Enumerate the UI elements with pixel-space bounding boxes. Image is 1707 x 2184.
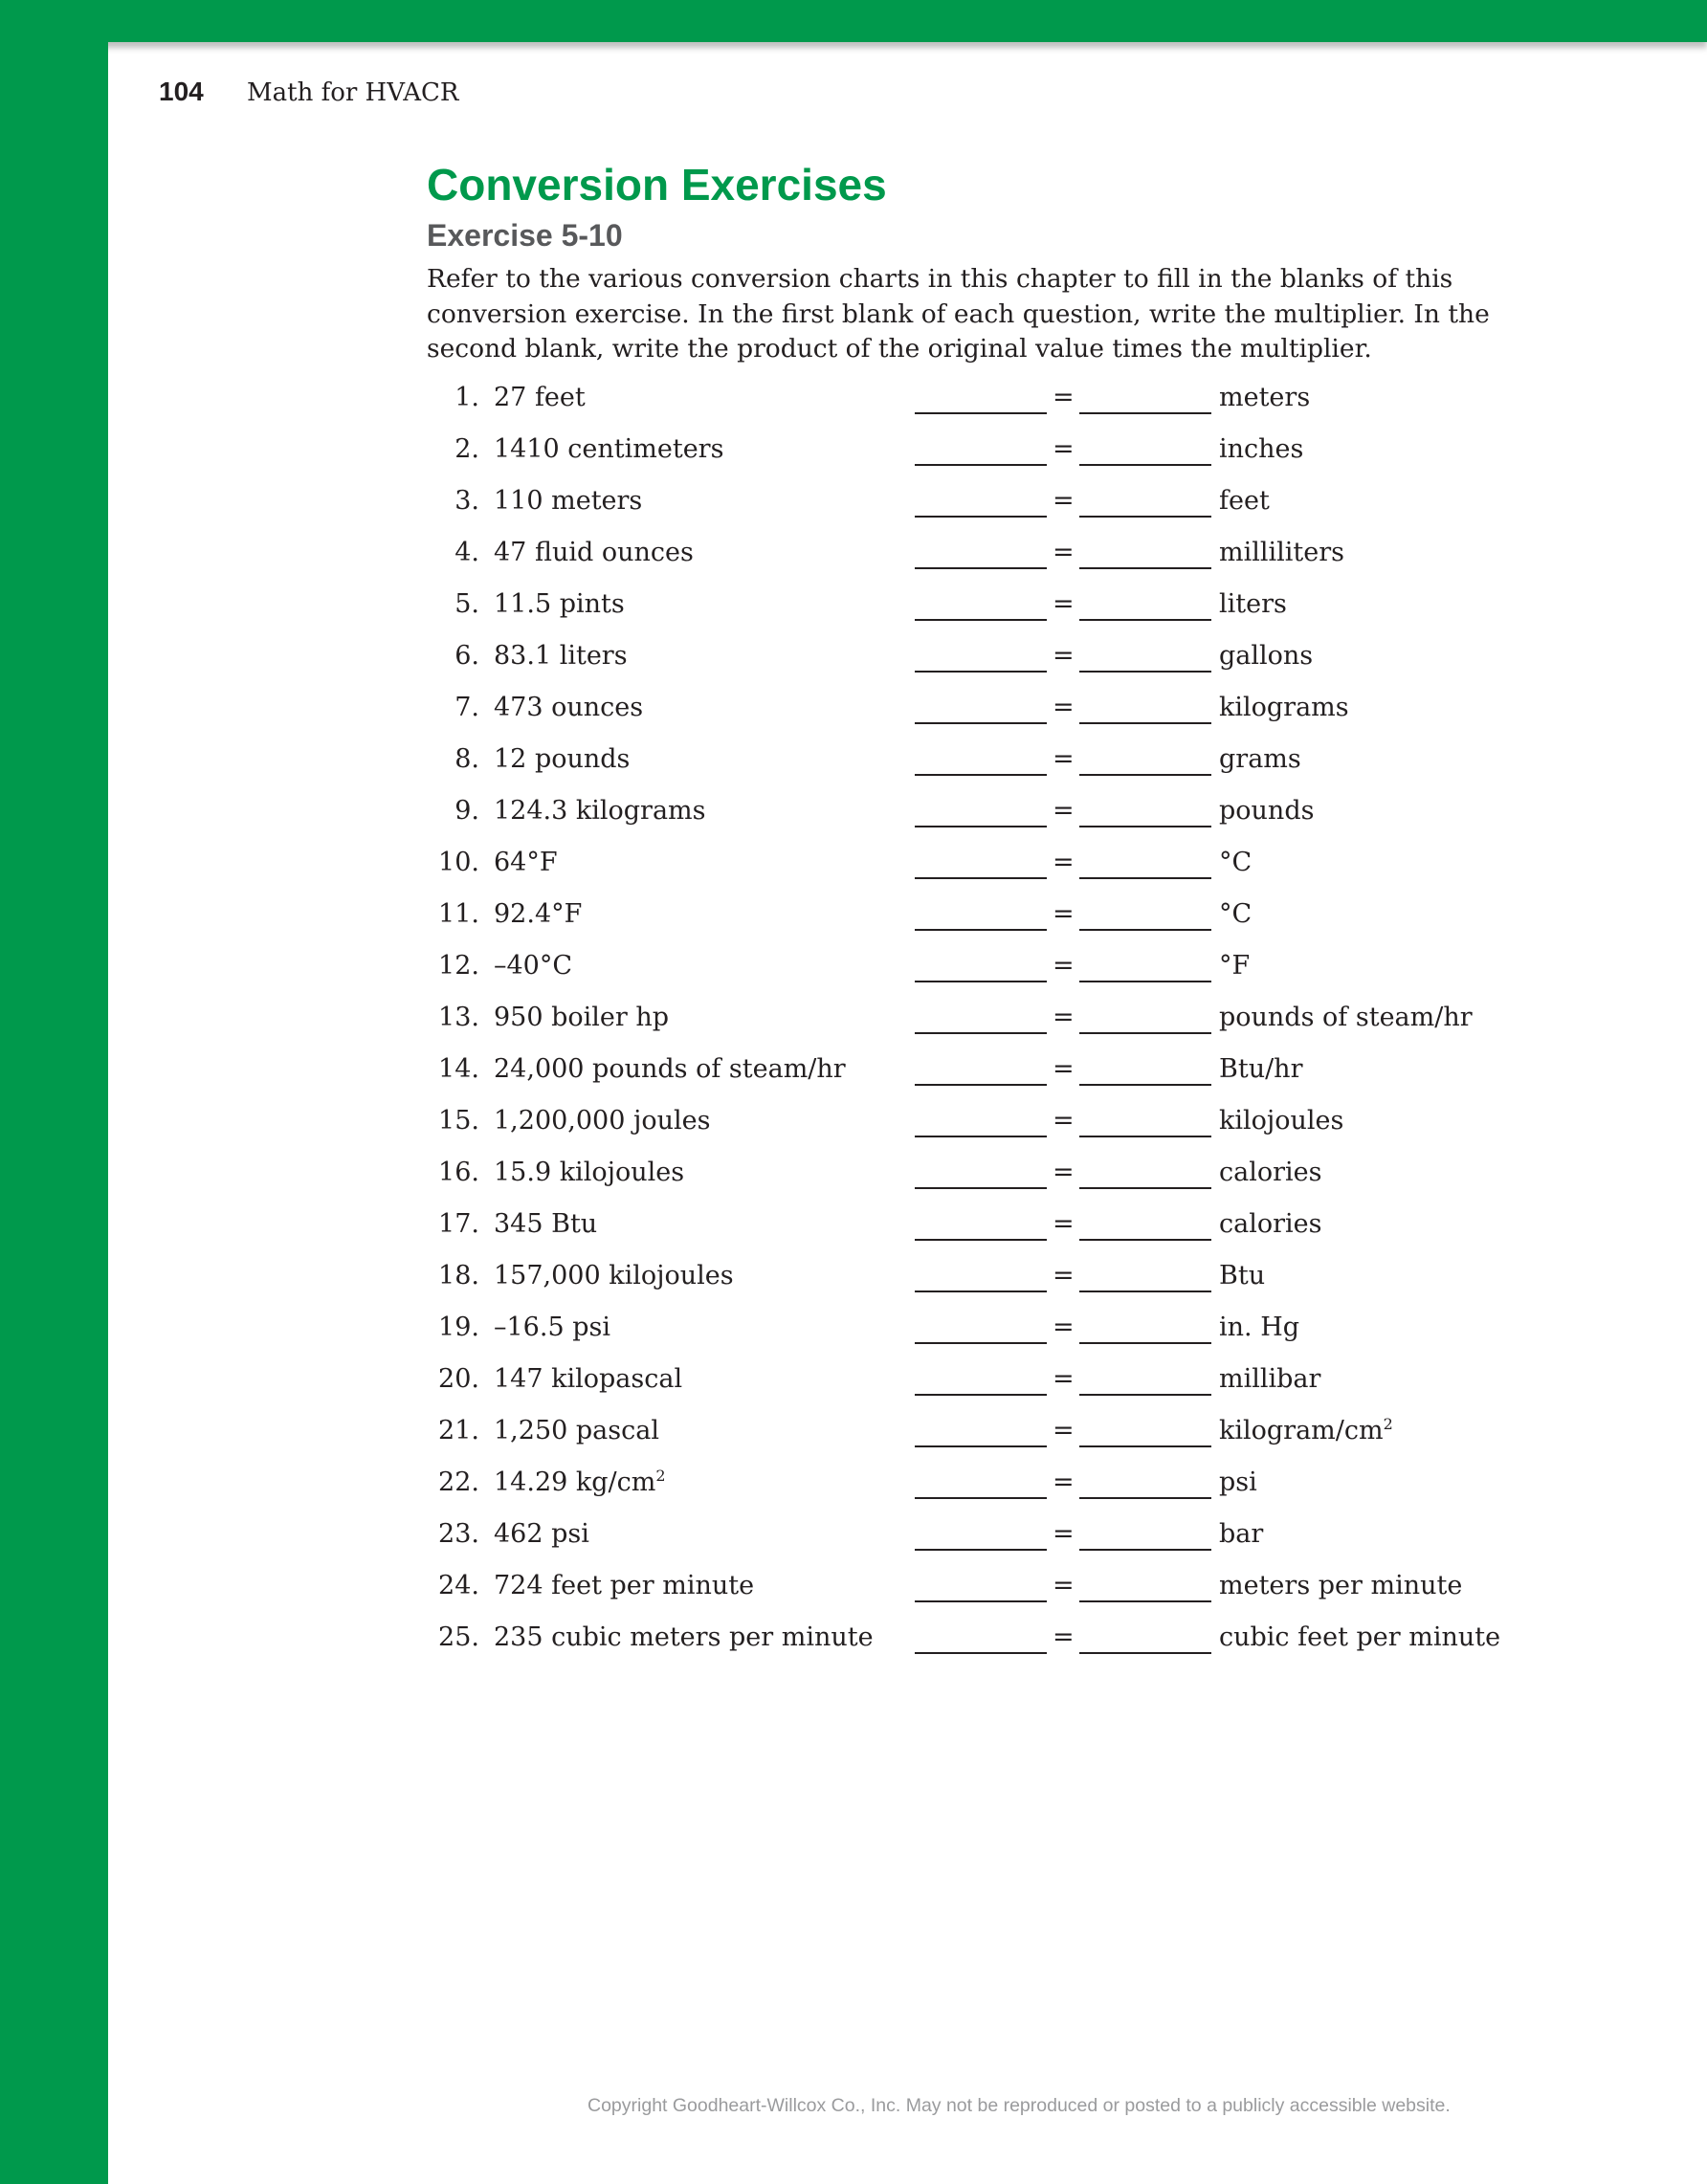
original-value-text: 110 meters: [494, 486, 643, 516]
original-value-text: 1,250 pascal: [494, 1416, 659, 1445]
exercise-item: [427, 951, 1575, 1003]
multiplier-blank[interactable]: [915, 877, 1047, 879]
item-number: 23.: [438, 1519, 479, 1549]
product-blank[interactable]: [1079, 981, 1211, 982]
multiplier-blank[interactable]: [915, 1394, 1047, 1396]
target-unit: [1219, 383, 1310, 412]
product-blank[interactable]: [1079, 1239, 1211, 1241]
original-value-text: –16.5 psi: [494, 1313, 610, 1342]
original-value-text: –40°C: [494, 951, 573, 981]
equals-sign: =: [1053, 486, 1075, 516]
product-blank[interactable]: [1079, 516, 1211, 518]
original-value-text: 27 feet: [494, 383, 586, 412]
item-number: 12.: [438, 951, 479, 981]
multiplier-blank[interactable]: [915, 826, 1047, 827]
item-number: 11.: [438, 899, 479, 929]
target-unit-text: in. Hg: [1219, 1313, 1300, 1342]
original-value-text: 1410 centimeters: [494, 434, 724, 464]
item-number: 21.: [438, 1416, 479, 1445]
product-blank[interactable]: [1079, 826, 1211, 827]
original-value: [494, 1571, 754, 1600]
product-blank[interactable]: [1079, 671, 1211, 673]
target-unit-text: psi: [1219, 1467, 1257, 1497]
original-value: [494, 1106, 710, 1136]
target-unit: [1219, 693, 1349, 722]
multiplier-blank[interactable]: [915, 412, 1047, 414]
equals-sign: =: [1053, 796, 1075, 826]
equals-sign: =: [1053, 744, 1075, 774]
exercise-item: [427, 693, 1575, 744]
original-value-text: 92.4°F: [494, 899, 583, 929]
item-number: 20.: [438, 1364, 479, 1394]
product-blank[interactable]: [1079, 412, 1211, 414]
exercise-item: [427, 1313, 1575, 1364]
product-blank[interactable]: [1079, 929, 1211, 931]
exercise-item: [427, 1571, 1575, 1622]
original-value: [494, 1622, 874, 1652]
original-value: [494, 383, 586, 412]
equals-sign: =: [1053, 1416, 1075, 1445]
item-number: 1.: [454, 383, 479, 412]
original-value: [494, 641, 628, 671]
target-unit: [1219, 899, 1252, 929]
multiplier-blank[interactable]: [915, 1084, 1047, 1086]
multiplier-blank[interactable]: [915, 1497, 1047, 1499]
item-number: 18.: [438, 1261, 479, 1291]
equals-sign: =: [1053, 538, 1075, 567]
original-value-text: 11.5 pints: [494, 589, 625, 619]
item-number: 17.: [438, 1209, 479, 1239]
target-unit: [1219, 538, 1344, 567]
target-unit: [1219, 1519, 1263, 1549]
product-blank[interactable]: [1079, 1032, 1211, 1034]
target-unit-text: pounds of steam/hr: [1219, 1003, 1473, 1032]
original-value: [494, 1313, 610, 1342]
exercise-item: [427, 1158, 1575, 1209]
original-value: [494, 744, 630, 774]
target-unit: [1219, 1622, 1500, 1652]
original-value: [494, 848, 558, 877]
original-value-text: 724 feet per minute: [494, 1571, 755, 1600]
target-unit: [1219, 1209, 1322, 1239]
original-value: [494, 899, 582, 929]
equals-sign: =: [1053, 693, 1075, 722]
original-value-text: 157,000 kilojoules: [494, 1261, 734, 1291]
product-blank[interactable]: [1079, 1394, 1211, 1396]
original-value-text: 345 Btu: [494, 1209, 598, 1239]
exercise-heading: Exercise 5-10: [427, 218, 623, 253]
original-value: [494, 1054, 846, 1084]
item-number: 4.: [454, 538, 479, 567]
multiplier-blank[interactable]: [915, 464, 1047, 466]
multiplier-blank[interactable]: [915, 774, 1047, 776]
exercise-item: [427, 538, 1575, 589]
product-blank[interactable]: [1079, 1600, 1211, 1602]
original-value: [494, 951, 572, 981]
equals-sign: =: [1053, 848, 1075, 877]
target-unit-text: meters per minute: [1219, 1571, 1463, 1600]
equals-sign: =: [1053, 1209, 1075, 1239]
item-number: 24.: [438, 1571, 479, 1600]
original-value: [494, 1467, 666, 1497]
target-unit-text: feet: [1219, 486, 1270, 516]
original-value-text: 124.3 kilograms: [494, 796, 706, 826]
target-unit-text: °F: [1219, 951, 1251, 981]
exercise-item: [427, 1416, 1575, 1467]
product-blank[interactable]: [1079, 1187, 1211, 1189]
original-value-text: 1,200,000 joules: [494, 1106, 711, 1136]
exercise-item: [427, 1003, 1575, 1054]
target-unit-text: Btu/hr: [1219, 1054, 1303, 1084]
target-unit: [1219, 951, 1250, 981]
target-unit-text: kilograms: [1219, 693, 1349, 722]
exercise-item: [427, 434, 1575, 486]
original-value: [494, 796, 706, 826]
item-number: 15.: [438, 1106, 479, 1136]
target-unit: [1219, 1003, 1473, 1032]
target-unit-text: °C: [1219, 848, 1253, 877]
original-value-text: 235 cubic meters per minute: [494, 1622, 874, 1652]
product-blank[interactable]: [1079, 1136, 1211, 1137]
exercise-item: [427, 1261, 1575, 1313]
item-number: 9.: [454, 796, 479, 826]
product-blank[interactable]: [1079, 1652, 1211, 1654]
multiplier-blank[interactable]: [915, 567, 1047, 569]
target-unit-text: bar: [1219, 1519, 1264, 1549]
multiplier-blank[interactable]: [915, 1291, 1047, 1292]
target-unit-text: liters: [1219, 589, 1287, 619]
multiplier-blank[interactable]: [915, 1549, 1047, 1551]
original-value: [494, 1416, 659, 1445]
original-value-text: 950 boiler hp: [494, 1003, 670, 1032]
copyright-notice: Copyright Goodheart-Willcox Co., Inc. May not be reproduced or posted to a publicly accessible website.: [587, 2095, 1451, 2116]
superscript: 2: [655, 1467, 666, 1485]
original-value: [494, 589, 625, 619]
multiplier-blank[interactable]: [915, 929, 1047, 931]
target-unit-text: calories: [1219, 1209, 1322, 1239]
item-number: 6.: [454, 641, 479, 671]
original-value: [494, 1364, 682, 1394]
item-number: 2.: [454, 434, 479, 464]
target-unit: [1219, 744, 1301, 774]
target-unit: [1219, 1106, 1343, 1136]
product-blank[interactable]: [1079, 1445, 1211, 1447]
target-unit-text: inches: [1219, 434, 1304, 464]
equals-sign: =: [1053, 899, 1075, 929]
target-unit-text: kilojoules: [1219, 1106, 1344, 1136]
exercise-item: [427, 1622, 1575, 1674]
multiplier-blank[interactable]: [915, 981, 1047, 982]
original-value: [494, 693, 643, 722]
original-value-text: 147 kilopascal: [494, 1364, 683, 1394]
section-title: Conversion Exercises: [427, 160, 887, 210]
target-unit-text: gallons: [1219, 641, 1314, 671]
left-green-band: [0, 0, 108, 2184]
item-number: 5.: [454, 589, 479, 619]
target-unit: [1219, 486, 1270, 516]
page-number: 104: [159, 77, 204, 106]
product-blank[interactable]: [1079, 722, 1211, 724]
target-unit-text: pounds: [1219, 796, 1315, 826]
original-value: [494, 1209, 597, 1239]
target-unit: [1219, 1416, 1393, 1445]
product-blank[interactable]: [1079, 619, 1211, 621]
equals-sign: =: [1053, 1571, 1075, 1600]
target-unit: [1219, 848, 1252, 877]
exercise-item: [427, 383, 1575, 434]
multiplier-blank[interactable]: [915, 1136, 1047, 1137]
target-unit: [1219, 434, 1303, 464]
running-head: Math for HVACR: [247, 78, 459, 107]
multiplier-blank[interactable]: [915, 722, 1047, 724]
target-unit-text: milliliters: [1219, 538, 1345, 567]
original-value: [494, 1003, 669, 1032]
target-unit-text: grams: [1219, 744, 1301, 774]
instructions-paragraph: Refer to the various conversion charts in this chapter to fill in the blanks of this conversion exercise. In the first blank of each question, write the multiplier. In the second blank, write the product of the original value times the multiplier.: [427, 264, 1490, 364]
original-value-text: 462 psi: [494, 1519, 589, 1549]
target-unit: [1219, 1261, 1265, 1291]
target-unit-text: Btu: [1219, 1261, 1266, 1291]
exercise-item: [427, 796, 1575, 848]
superscript: 2: [1383, 1415, 1393, 1433]
target-unit-text: calories: [1219, 1158, 1322, 1187]
target-unit: [1219, 1467, 1257, 1497]
item-number: 7.: [454, 693, 479, 722]
target-unit-text: cubic feet per minute: [1219, 1622, 1501, 1652]
original-value-text: 14.29 kg/cm: [494, 1467, 656, 1497]
equals-sign: =: [1053, 1106, 1075, 1136]
item-number: 13.: [438, 1003, 479, 1032]
multiplier-blank[interactable]: [915, 1342, 1047, 1344]
original-value-text: 83.1 liters: [494, 641, 628, 671]
target-unit: [1219, 1571, 1462, 1600]
equals-sign: =: [1053, 1519, 1075, 1549]
target-unit: [1219, 796, 1314, 826]
equals-sign: =: [1053, 641, 1075, 671]
target-unit-text: millibar: [1219, 1364, 1321, 1394]
item-number: 14.: [438, 1054, 479, 1084]
target-unit: [1219, 589, 1287, 619]
item-number: 10.: [438, 848, 479, 877]
exercise-item: [427, 589, 1575, 641]
multiplier-blank[interactable]: [915, 1032, 1047, 1034]
original-value: [494, 1261, 734, 1291]
product-blank[interactable]: [1079, 1342, 1211, 1344]
equals-sign: =: [1053, 434, 1075, 464]
exercise-item: [427, 1054, 1575, 1106]
target-unit-text: meters: [1219, 383, 1311, 412]
equals-sign: =: [1053, 1467, 1075, 1497]
exercise-item: [427, 1519, 1575, 1571]
target-unit: [1219, 1364, 1320, 1394]
equals-sign: =: [1053, 1313, 1075, 1342]
target-unit: [1219, 641, 1313, 671]
target-unit-text: kilogram/cm: [1219, 1416, 1384, 1445]
equals-sign: =: [1053, 1054, 1075, 1084]
top-green-band: [0, 0, 1707, 42]
equals-sign: =: [1053, 383, 1075, 412]
item-number: 16.: [438, 1158, 479, 1187]
item-number: 25.: [438, 1622, 479, 1652]
product-blank[interactable]: [1079, 567, 1211, 569]
original-value: [494, 1519, 589, 1549]
original-value-text: 15.9 kilojoules: [494, 1158, 685, 1187]
exercise-list: [427, 383, 1575, 1674]
multiplier-blank[interactable]: [915, 1652, 1047, 1654]
item-number: 19.: [438, 1313, 479, 1342]
product-blank[interactable]: [1079, 877, 1211, 879]
original-value-text: 64°F: [494, 848, 558, 877]
exercise-item: [427, 641, 1575, 693]
exercise-item: [427, 899, 1575, 951]
multiplier-blank[interactable]: [915, 516, 1047, 518]
item-number: 8.: [454, 744, 479, 774]
equals-sign: =: [1053, 1158, 1075, 1187]
original-value-text: 47 fluid ounces: [494, 538, 694, 567]
equals-sign: =: [1053, 1003, 1075, 1032]
equals-sign: =: [1053, 1261, 1075, 1291]
product-blank[interactable]: [1079, 464, 1211, 466]
product-blank[interactable]: [1079, 1549, 1211, 1551]
multiplier-blank[interactable]: [915, 671, 1047, 673]
multiplier-blank[interactable]: [915, 1187, 1047, 1189]
product-blank[interactable]: [1079, 1084, 1211, 1086]
product-blank[interactable]: [1079, 774, 1211, 776]
exercise-item: [427, 744, 1575, 796]
equals-sign: =: [1053, 951, 1075, 981]
exercise-item: [427, 848, 1575, 899]
exercise-item: [427, 1106, 1575, 1158]
original-value: [494, 434, 723, 464]
multiplier-blank[interactable]: [915, 1239, 1047, 1241]
original-value-text: 473 ounces: [494, 693, 644, 722]
exercise-item: [427, 1209, 1575, 1261]
original-value: [494, 538, 694, 567]
exercise-item: [427, 1364, 1575, 1416]
item-number: 22.: [438, 1467, 479, 1497]
target-unit: [1219, 1158, 1322, 1187]
original-value: [494, 486, 642, 516]
original-value-text: 24,000 pounds of steam/hr: [494, 1054, 846, 1084]
item-number: 3.: [454, 486, 479, 516]
exercise-item: [427, 1467, 1575, 1519]
target-unit-text: °C: [1219, 899, 1253, 929]
equals-sign: =: [1053, 1622, 1075, 1652]
exercise-item: [427, 486, 1575, 538]
original-value-text: 12 pounds: [494, 744, 631, 774]
target-unit: [1219, 1313, 1299, 1342]
product-blank[interactable]: [1079, 1291, 1211, 1292]
product-blank[interactable]: [1079, 1497, 1211, 1499]
equals-sign: =: [1053, 589, 1075, 619]
equals-sign: =: [1053, 1364, 1075, 1394]
original-value: [494, 1158, 684, 1187]
multiplier-blank[interactable]: [915, 619, 1047, 621]
multiplier-blank[interactable]: [915, 1600, 1047, 1602]
multiplier-blank[interactable]: [915, 1445, 1047, 1447]
target-unit: [1219, 1054, 1302, 1084]
